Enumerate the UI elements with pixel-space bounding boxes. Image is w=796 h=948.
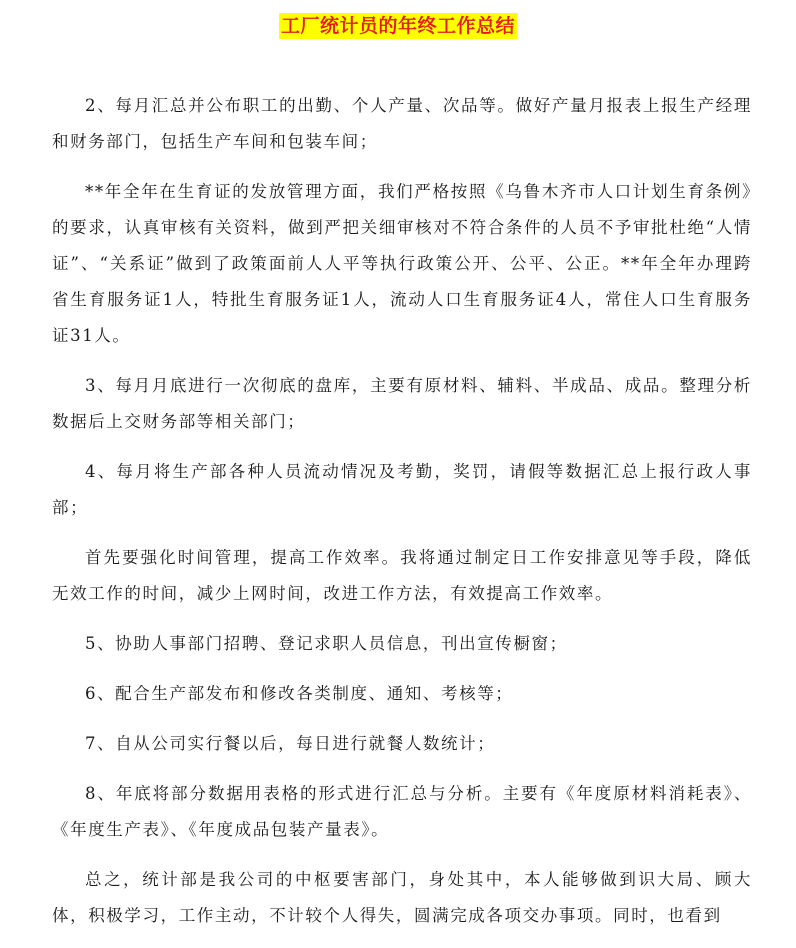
paragraph-item-8: 8、年底将部分数据用表格的形式进行汇总与分析。主要有《年度原材料消耗表》、《年度生产表》、《年度成品包装产量表》。 — [52, 784, 752, 839]
document-body — [52, 88, 752, 948]
paragraph-time-management: 首先要强化时间管理，提高工作效率。我将通过制定日工作安排意见等手段，降低无效工作的时间，减少上网时间，改进工作方法，有效提高工作效率。 — [52, 548, 752, 603]
paragraph-item-7: 7、自从公司实行餐以后，每日进行就餐人数统计； — [85, 734, 496, 753]
paragraph-item-4: 4、每月将生产部各种人员流动情况及考勤，奖罚，请假等数据汇总上报行政人事部； — [52, 462, 752, 517]
title-container — [0, 13, 796, 39]
document-title: 工厂统计员的年终工作总结 — [280, 15, 515, 37]
paragraph-birth-certificate: **年全年在生育证的发放管理方面，我们严格按照《乌鲁木齐市人口计划生育条例》的要求，认真审核有关资料，做到严把关细审核对不符合条件的人员不予审批杜绝“人情证”、“关系证”做到了政策面前人人平等执行政策公开、公平、公正。**年全年办理跨省生育服务证1人，特批生育服务证1人，流动人口生育服务证4人，常住人口生育服务证31人。 — [52, 182, 752, 345]
paragraph-item-5: 5、协助人事部门招聘、登记求职人员信息，刊出宣传橱窗； — [85, 634, 568, 653]
paragraph-summary: 总之，统计部是我公司的中枢要害部门，身处其中，本人能够做到识大局、顾大体，积极学习，工作主动，不计较个人得失，圆满完成各项交办事项。同时，也看到 — [52, 870, 752, 925]
paragraph-item-6: 6、配合生产部发布和修改各类制度、通知、考核等； — [85, 684, 514, 703]
paragraph-item-2: 2、每月汇总并公布职工的出勤、个人产量、次品等。做好产量月报表上报生产经理和财务部门，包括生产车间和包装车间； — [52, 96, 752, 151]
paragraph-item-3: 3、每月月底进行一次彻底的盘库，主要有原材料、辅料、半成品、成品。整理分析数据后上交财务部等相关部门； — [52, 376, 752, 431]
